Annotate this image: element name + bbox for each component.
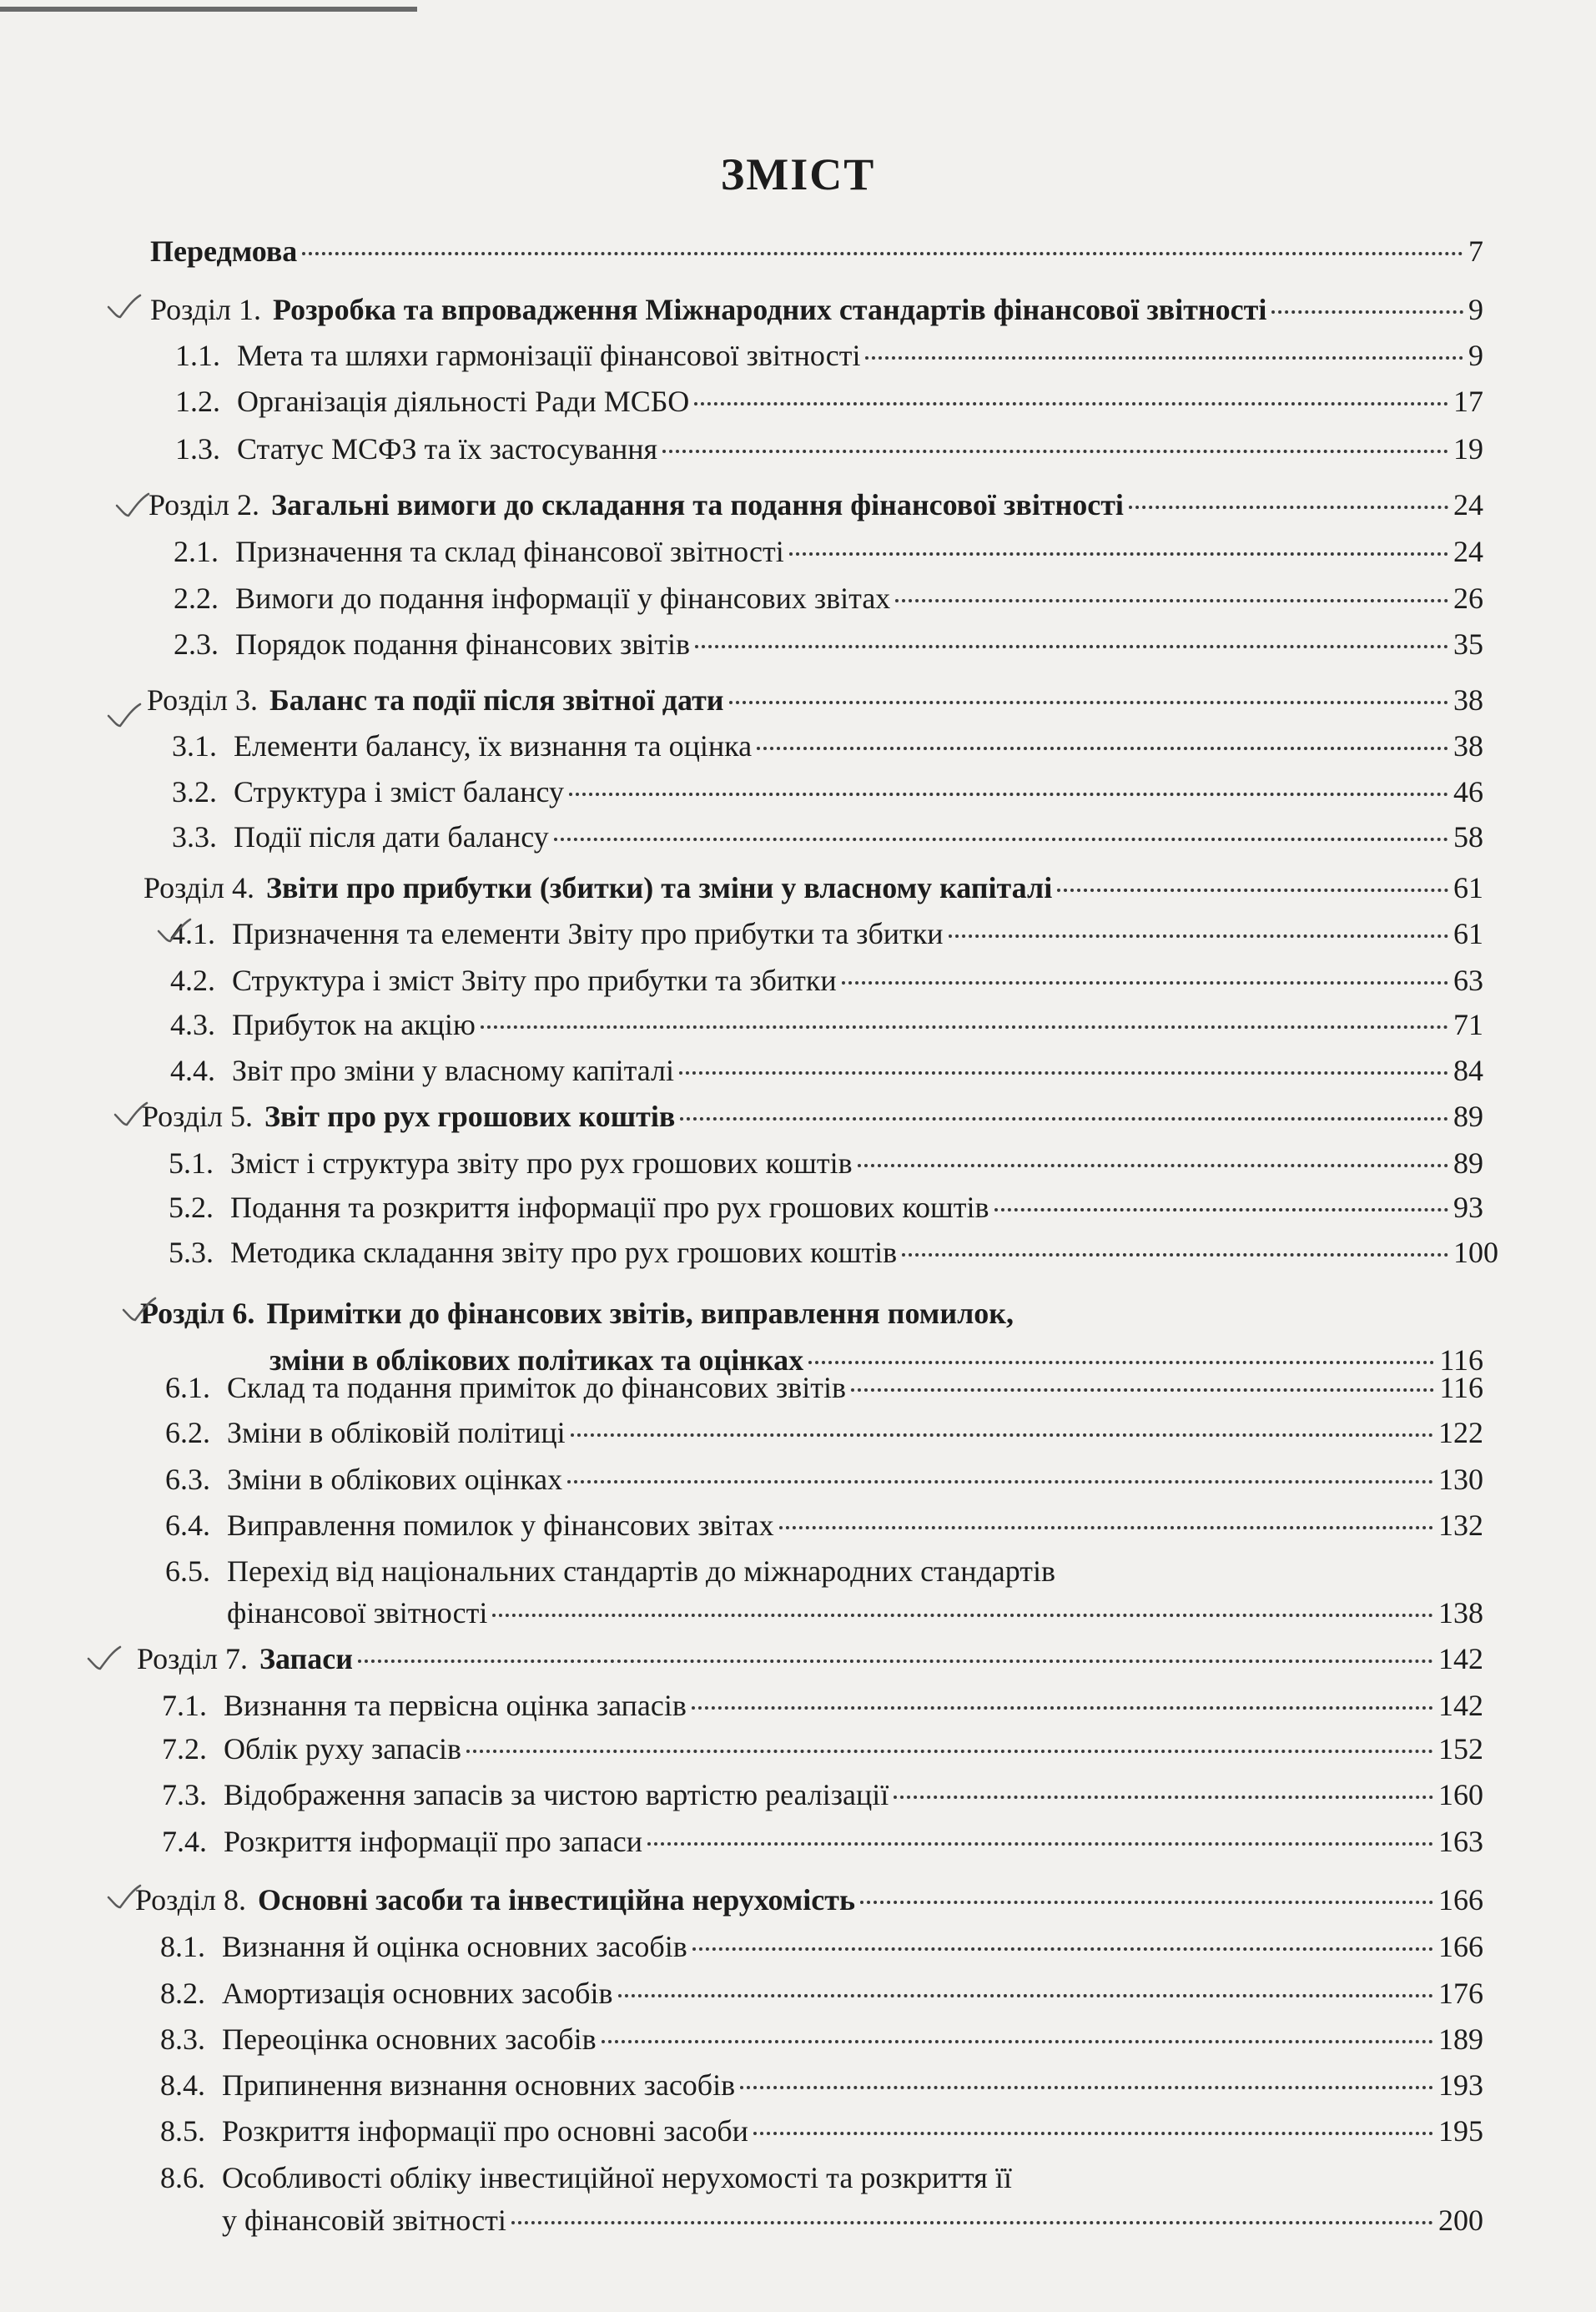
dot-leader: [949, 934, 1448, 938]
toc-subsection-entry[interactable]: [170, 1053, 1483, 1088]
toc-subsection-entry[interactable]: [165, 1462, 1483, 1497]
entry-title: Зміни в облікових оцінках: [227, 1463, 563, 1496]
entry-title: Розробка та впровадження Міжнародних стандартів фінансової звітності: [272, 293, 1267, 326]
entry-number: 6.4.: [165, 1509, 210, 1542]
dot-leader: [571, 1433, 1433, 1437]
entry-number: 8.4.: [160, 2068, 205, 2102]
entry-number: 8.5.: [160, 2114, 205, 2148]
page-number: 200: [1438, 2204, 1483, 2237]
toc-section-entry[interactable]: [150, 292, 1483, 327]
entry-title: Загальні вимоги до складання та подання фінансової звітності: [270, 488, 1124, 521]
page-number: 163: [1438, 1825, 1483, 1858]
toc-subsection-entry[interactable]: [222, 2203, 1483, 2238]
entry-number: Розділ 3.: [147, 683, 258, 717]
page-number: 138: [1438, 1596, 1483, 1629]
pencil-check-mark-icon: [107, 701, 142, 729]
entry-title: Звіти про прибутки (збитки) та зміни у власному капіталі: [265, 871, 1053, 904]
toc-subsection-entry[interactable]: [162, 1731, 1483, 1766]
toc-subsection-entry[interactable]: [170, 963, 1483, 998]
page-number: 160: [1438, 1778, 1483, 1811]
entry-title: Запаси: [259, 1642, 353, 1675]
pencil-check-mark-icon: [115, 491, 150, 519]
entry-title: Події після дати балансу: [234, 820, 549, 854]
toc-subsection-entry[interactable]: [169, 1190, 1483, 1225]
page-number: 24: [1453, 535, 1483, 568]
entry-title: Елементи балансу, їх визнання та оцінка: [234, 729, 753, 763]
dot-leader: [358, 1660, 1433, 1663]
toc-subsection-entry[interactable]: [169, 1146, 1483, 1181]
entry-title: Вимоги до подання інформації у фінансових звітах: [235, 582, 891, 615]
page-number: 166: [1438, 1883, 1483, 1917]
entry-number: 3.3.: [172, 820, 217, 854]
table-of-contents: [0, 225, 1596, 2261]
dot-leader: [994, 1208, 1448, 1211]
toc-section-entry[interactable]: [149, 487, 1483, 522]
toc-subsection-entry[interactable]: [174, 534, 1483, 569]
page-number: 142: [1438, 1689, 1483, 1722]
dot-leader: [602, 2040, 1433, 2043]
pencil-check-mark-icon: [87, 1644, 122, 1672]
dot-leader: [740, 2086, 1433, 2089]
toc-section-entry[interactable]: [143, 870, 1483, 905]
page-number: 89: [1453, 1146, 1483, 1180]
dot-leader: [618, 1994, 1434, 1997]
page-number: 19: [1453, 432, 1483, 466]
entry-number: 3.2.: [172, 775, 217, 808]
dot-leader: [902, 1253, 1448, 1257]
entry-title: Виправлення помилок у фінансових звітах: [227, 1509, 774, 1542]
page-number: 26: [1453, 582, 1483, 615]
toc-subsection-entry[interactable]: [160, 2022, 1483, 2057]
entry-title: Призначення та склад фінансової звітності: [235, 535, 784, 568]
entry-number: 7.3.: [162, 1778, 207, 1811]
entry-number: 5.2.: [169, 1191, 214, 1224]
toc-subsection-entry[interactable]: [162, 1777, 1483, 1812]
page-number: 132: [1438, 1509, 1483, 1542]
toc-subsection-entry[interactable]: [162, 1824, 1483, 1859]
entry-title: Передмова: [150, 234, 298, 268]
toc-subsection-entry[interactable]: [160, 2068, 1483, 2103]
pencil-check-mark-icon: [107, 1882, 142, 1911]
dot-leader: [694, 402, 1448, 405]
dot-leader: [789, 552, 1448, 556]
toc-section-entry[interactable]: [142, 1099, 1483, 1134]
dot-leader: [858, 1164, 1448, 1167]
page-number: 46: [1453, 775, 1483, 808]
dot-leader: [860, 1901, 1433, 1904]
entry-title: Прибуток на акцію: [232, 1008, 476, 1041]
dot-leader: [679, 1071, 1448, 1075]
entry-title: Особливості обліку інвестиційної нерухомості та розкриття її: [222, 2161, 1012, 2194]
entry-number: 8.2.: [160, 1977, 205, 2010]
toc-section-entry[interactable]: [150, 234, 1483, 269]
toc-subsection-entry[interactable]: [160, 2160, 1012, 2195]
toc-section-entry[interactable]: [137, 1641, 1483, 1676]
entry-title: Перехід від національних стандартів до міжнародних стандартів: [227, 1554, 1056, 1588]
entry-number: 8.6.: [160, 2161, 205, 2194]
entry-title: Визнання та первісна оцінка запасів: [224, 1689, 687, 1722]
page-number: 166: [1438, 1930, 1483, 1963]
entry-number: 4.4.: [170, 1054, 215, 1087]
entry-number: 2.3.: [174, 627, 219, 661]
entry-title: Примітки до фінансових звітів, виправлення помилок,: [266, 1297, 1014, 1330]
dot-leader: [554, 838, 1448, 841]
pencil-check-mark-icon: [107, 292, 142, 320]
entry-title: Порядок подання фінансових звітів: [235, 627, 691, 661]
toc-subsection-entry[interactable]: [172, 728, 1483, 763]
entry-title: Переоцінка основних засобів: [222, 2022, 597, 2056]
page-number: 7: [1468, 234, 1483, 268]
entry-title: Основні засоби та інвестиційна нерухомість: [257, 1883, 855, 1917]
entry-number: 5.1.: [169, 1146, 214, 1180]
entry-title: Структура і зміст Звіту про прибутки та збитки: [232, 964, 837, 997]
dot-leader: [779, 1526, 1433, 1529]
dot-leader: [481, 1025, 1448, 1029]
entry-number: 7.1.: [162, 1689, 207, 1722]
dot-leader: [692, 1706, 1433, 1710]
entry-title: у фінансовій звітності: [222, 2204, 506, 2237]
toc-subsection-entry[interactable]: [160, 1976, 1483, 2011]
entry-title: Зміни в обліковій політиці: [227, 1416, 566, 1449]
toc-subsection-entry[interactable]: [170, 916, 1483, 951]
entry-number: 4.1.: [170, 917, 215, 950]
toc-subsection-entry[interactable]: [165, 1415, 1483, 1450]
page-number: 17: [1453, 385, 1483, 418]
page-number: 71: [1453, 1008, 1483, 1041]
entry-number: 2.2.: [174, 582, 219, 615]
entry-title: Розкриття інформації про основні засоби: [222, 2114, 748, 2148]
entry-number: 1.2.: [175, 385, 220, 418]
entry-number: Розділ 2.: [149, 488, 259, 521]
toc-subsection-entry[interactable]: [175, 384, 1483, 419]
entry-title: Розкриття інформації про запаси: [224, 1825, 642, 1858]
dot-leader: [757, 747, 1448, 750]
page-number: 116: [1439, 1371, 1483, 1404]
entry-title: Припинення визнання основних засобів: [222, 2068, 736, 2102]
pencil-check-mark-icon: [113, 1100, 149, 1128]
dot-leader: [1129, 506, 1448, 509]
page-number: 9: [1468, 339, 1483, 372]
entry-number: Розділ 6.: [140, 1297, 255, 1330]
page-number: 89: [1453, 1100, 1483, 1133]
top-rule: [0, 7, 417, 12]
entry-number: 3.1.: [172, 729, 217, 763]
toc-subsection-entry[interactable]: [172, 774, 1483, 809]
page-number: 61: [1453, 871, 1483, 904]
toc-section-entry[interactable]: [140, 1296, 1014, 1331]
entry-title: Подання та розкриття інформації про рух грошових коштів: [230, 1191, 989, 1224]
entry-number: 4.2.: [170, 964, 215, 997]
toc-subsection-entry[interactable]: [174, 627, 1483, 662]
toc-subsection-entry[interactable]: [160, 2113, 1483, 2148]
entry-number: Розділ 1.: [150, 293, 261, 326]
entry-title: Статус МСФЗ та їх застосування: [237, 432, 658, 466]
entry-number: Розділ 8.: [135, 1883, 246, 1917]
page-number: 58: [1453, 820, 1483, 854]
dot-leader: [1057, 889, 1448, 892]
dot-leader: [1271, 310, 1463, 314]
page-number: 84: [1453, 1054, 1483, 1087]
dot-leader: [680, 1117, 1448, 1121]
page-number: 116: [1439, 1343, 1483, 1377]
entry-number: 8.1.: [160, 1930, 205, 1963]
dot-leader: [865, 356, 1463, 360]
entry-title: Звіт про зміни у власному капіталі: [232, 1054, 675, 1087]
dot-leader: [753, 2132, 1433, 2135]
entry-number: 6.5.: [165, 1554, 210, 1588]
dot-leader: [695, 645, 1448, 648]
toc-subsection-entry[interactable]: [174, 581, 1483, 616]
toc-subsection-entry[interactable]: [172, 819, 1483, 854]
page-number: 176: [1438, 1977, 1483, 2010]
entry-number: 5.3.: [169, 1236, 214, 1269]
dot-leader: [567, 1480, 1433, 1483]
dot-leader: [729, 701, 1448, 704]
page-number: 24: [1453, 488, 1483, 521]
dot-leader: [808, 1361, 1434, 1364]
entry-title: фінансової звітності: [227, 1596, 488, 1629]
toc-subsection-entry[interactable]: [165, 1554, 1055, 1589]
toc-subsection-entry[interactable]: [170, 1007, 1483, 1042]
entry-number: 2.1.: [174, 535, 219, 568]
page-number: 38: [1453, 683, 1483, 717]
page-number: 63: [1453, 964, 1483, 997]
page-number: 38: [1453, 729, 1483, 763]
dot-leader: [662, 450, 1448, 453]
entry-number: 6.1.: [165, 1371, 210, 1404]
entry-title: Відображення запасів за чистою вартістю реалізації: [224, 1778, 889, 1811]
entry-number: 7.4.: [162, 1825, 207, 1858]
toc-subsection-entry[interactable]: [165, 1370, 1483, 1405]
dot-leader: [647, 1842, 1433, 1846]
dot-leader: [842, 981, 1448, 985]
dot-leader: [492, 1614, 1433, 1617]
entry-number: 6.2.: [165, 1416, 210, 1449]
entry-number: Розділ 4.: [143, 871, 254, 904]
dot-leader: [692, 1947, 1433, 1951]
entry-title: Організація діяльності Ради МСБО: [237, 385, 690, 418]
entry-number: 1.3.: [175, 432, 220, 466]
page-number: 100: [1453, 1236, 1498, 1269]
entry-title: Склад та подання приміток до фінансових звітів: [227, 1371, 846, 1404]
entry-number: Розділ 7.: [137, 1642, 248, 1675]
toc-subsection-entry[interactable]: [175, 431, 1483, 466]
entry-title: Амортизація основних засобів: [222, 1977, 613, 2010]
page-title: ЗМІСТ: [720, 149, 876, 199]
entry-title: Звіт про рух грошових коштів: [264, 1100, 676, 1133]
page-number: 61: [1453, 917, 1483, 950]
page-number: 189: [1438, 2022, 1483, 2056]
entry-title: Методика складання звіту про рух грошових коштів: [230, 1236, 898, 1269]
entry-number: Розділ 5.: [142, 1100, 253, 1133]
entry-number: 1.1.: [175, 339, 220, 372]
page-number: 93: [1453, 1191, 1483, 1224]
entry-title: Зміст і структура звіту про рух грошових коштів: [230, 1146, 853, 1180]
entry-number: 7.2.: [162, 1732, 207, 1765]
entry-number: 6.3.: [165, 1463, 210, 1496]
entry-number: 4.3.: [170, 1008, 215, 1041]
dot-leader: [895, 599, 1448, 602]
page-number: 130: [1438, 1463, 1483, 1496]
page-number: 152: [1438, 1732, 1483, 1765]
toc-subsection-entry[interactable]: [165, 1508, 1483, 1543]
toc-subsection-entry[interactable]: [175, 338, 1483, 373]
dot-leader: [569, 793, 1448, 796]
page-number: 35: [1453, 627, 1483, 661]
toc-section-entry[interactable]: [147, 683, 1483, 718]
toc-subsection-entry[interactable]: [160, 1929, 1483, 1964]
dot-leader: [851, 1388, 1434, 1392]
entry-title: Структура і зміст балансу: [234, 775, 565, 808]
toc-subsection-entry[interactable]: [169, 1235, 1498, 1270]
entry-number: 8.3.: [160, 2022, 205, 2056]
entry-title: Облік руху запасів: [224, 1732, 461, 1765]
pencil-check-mark-icon: [157, 916, 192, 944]
page-number: 9: [1468, 293, 1483, 326]
entry-title: Мета та шляхи гармонізації фінансової звітності: [237, 339, 861, 372]
entry-title: зміни в облікових політиках та оцінках: [269, 1343, 804, 1377]
pencil-check-mark-icon: [122, 1295, 157, 1323]
dot-leader: [894, 1796, 1433, 1799]
page-number: 195: [1438, 2114, 1483, 2148]
toc-subsection-entry[interactable]: [162, 1688, 1483, 1723]
page-number: 193: [1438, 2068, 1483, 2102]
entry-title: Баланс та події після звітної дати: [269, 683, 724, 717]
page-number: 142: [1438, 1642, 1483, 1675]
toc-subsection-entry[interactable]: [227, 1595, 1483, 1630]
page-number: 122: [1438, 1416, 1483, 1449]
dot-leader: [466, 1750, 1433, 1753]
dot-leader: [511, 2221, 1433, 2224]
entry-title: Призначення та елементи Звіту про прибутки та збитки: [232, 917, 944, 950]
dot-leader: [302, 252, 1463, 255]
entry-title: Визнання й оцінка основних засобів: [222, 1930, 687, 1963]
toc-section-entry[interactable]: [135, 1882, 1483, 1917]
